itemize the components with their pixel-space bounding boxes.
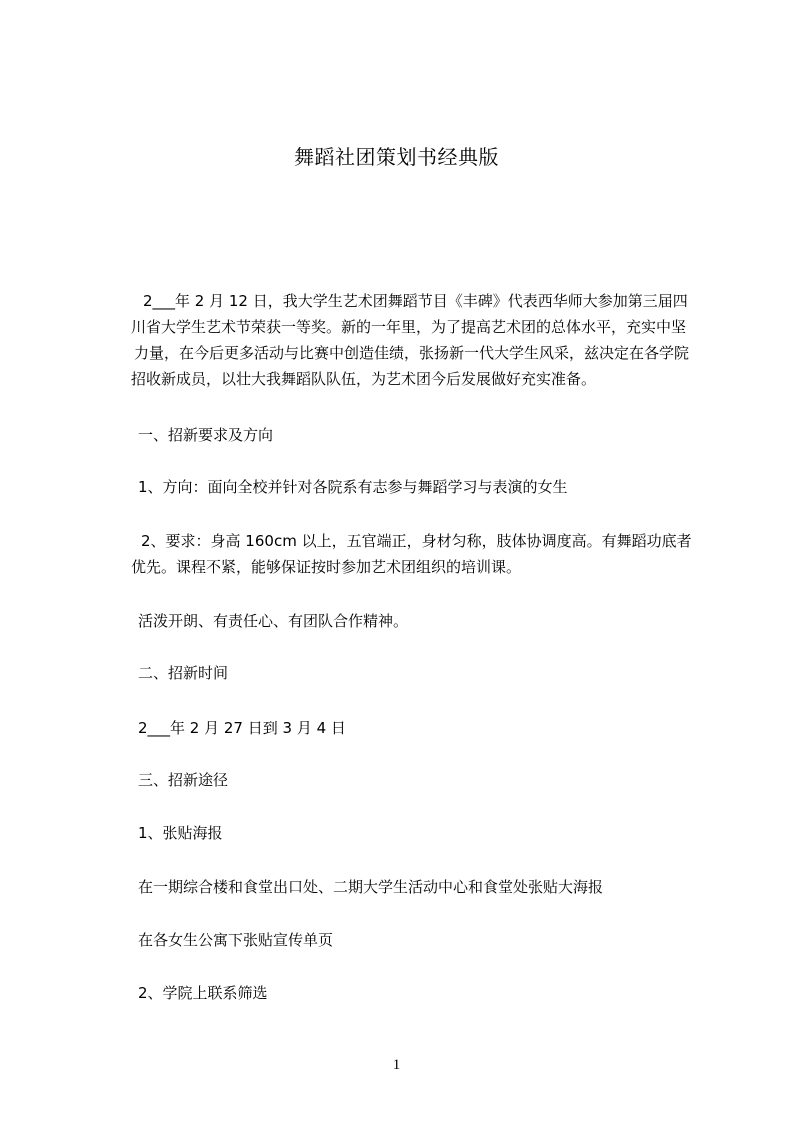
channel1-detail-2 <box>131 927 676 953</box>
intro-line-4: 招收新成员，以壮大我舞蹈队队伍，为艺术团今后发展做好充实准备。 <box>131 370 597 388</box>
section1-heading-text: 一、招新要求及方向 <box>138 426 274 444</box>
recruit-time-text: 2___年 2 月 27 日到 3 月 4 日 <box>138 719 346 737</box>
direction-item <box>131 474 676 500</box>
section3-heading-text: 三、招新途径 <box>138 771 229 789</box>
recruit-time <box>131 715 676 741</box>
channel2-heading <box>131 980 676 1006</box>
requirement-line-1: 2、要求：身高 160cm 以上，五官端正，身材匀称，肢体协调度高。有舞蹈功底者 <box>141 532 692 550</box>
channel1-heading-text: 1、张贴海报 <box>138 824 223 842</box>
channel1-detail-2-text: 在各女生公寓下张贴宣传单页 <box>138 931 334 949</box>
page-number: 1 <box>392 1057 401 1073</box>
requirement-line-2: 优先。课程不紧，能够保证按时参加艺术团组织的培训课。 <box>131 558 522 576</box>
channel1-detail-1-text: 在一期综合楼和食堂出口处、二期大学生活动中心和食堂处张贴大海报 <box>138 878 604 896</box>
channel1-detail-1 <box>131 874 676 900</box>
channel1-heading <box>131 820 676 846</box>
intro-line-1: 2___年 2 月 12 日，我大学生艺术团舞蹈节目《丰碑》代表西华师大参加第三届四 <box>143 292 688 310</box>
intro-paragraph <box>131 288 690 392</box>
section1-heading <box>131 422 676 448</box>
document-title: 舞蹈社团策划书经典版 <box>294 145 499 169</box>
personality-paragraph <box>131 608 676 634</box>
intro-line-2: 川省大学生艺术节荣获一等奖。新的一年里，为了提高艺术团的总体水平，充实中坚 <box>131 318 687 336</box>
channel2-heading-text: 2、学院上联系筛选 <box>138 984 268 1002</box>
direction-item-text: 1、方向：面向全校并针对各院系有志参与舞蹈学习与表演的女生 <box>138 478 568 496</box>
personality-text: 活泼开朗、有责任心、有团队合作精神。 <box>138 612 409 630</box>
section3-heading <box>131 767 676 793</box>
intro-line-3: 力量，在今后更多活动与比赛中创造佳绩，张扬新一代大学生风采，兹决定在各学院 <box>134 344 690 362</box>
section2-heading-text: 二、招新时间 <box>138 664 229 682</box>
section2-heading <box>131 660 676 686</box>
requirement-item <box>131 528 692 580</box>
